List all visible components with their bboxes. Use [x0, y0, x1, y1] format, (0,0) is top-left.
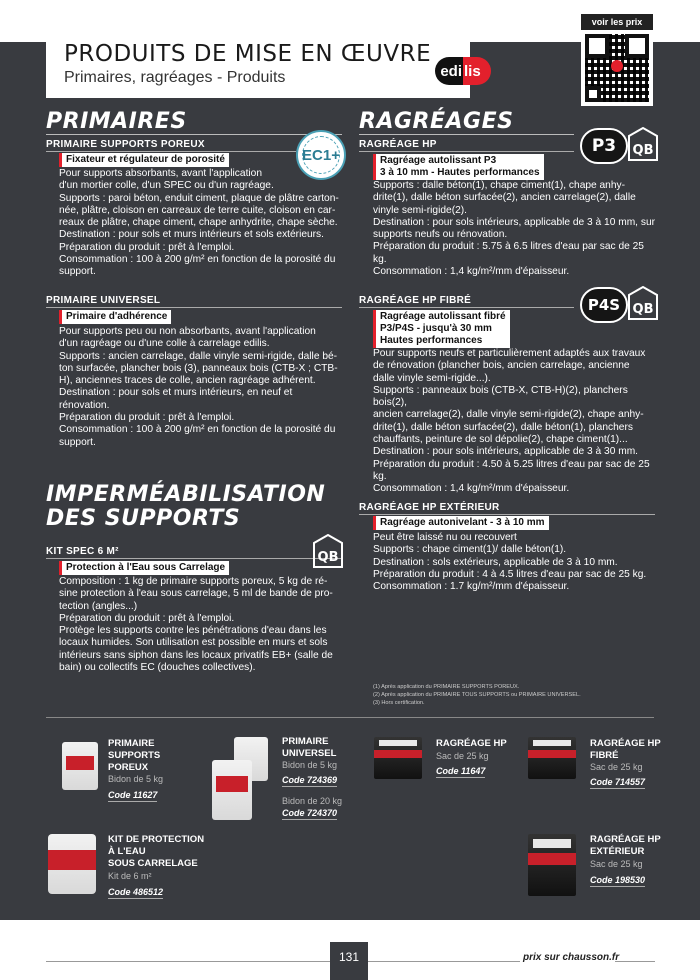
section-divider: [359, 134, 574, 135]
footnote: (1) Après application du PRIMAIRE SUPPORTS POREUX.: [373, 684, 520, 690]
description-line: Supports : ancien carrelage, dalle vinyle semi-rigide, dalle bé-: [59, 350, 338, 362]
description-line: Supports : panneaux bois (CTB-X, CTB-H)(2), planchers bois(2),: [373, 384, 628, 409]
section-title-ragreages: RAGRÉAGES: [359, 109, 514, 134]
name-line: PRIMAIRE: [282, 736, 329, 747]
description-line: ton surfacée, plancher bois (3), panneaux bois (CTB-X ; CTB-: [59, 362, 338, 374]
description-line: tection (angles...): [59, 600, 138, 612]
description-line: locaux humides. Son utilisation est possible en murs et sols: [59, 637, 328, 649]
product-name: [108, 834, 204, 870]
title-underline: [46, 151, 296, 152]
product-name: [108, 738, 160, 774]
description-line: Consommation : 1.7 kg/m²/mm d'épaisseur.: [373, 581, 570, 593]
edilis-logo: [435, 57, 491, 85]
description-line: d'un ragréage ou d'une colle à carrelage edilis.: [59, 338, 270, 350]
product-code[interactable]: Code 11627: [108, 790, 158, 800]
name-line: RAGRÉAGE HP: [436, 738, 507, 749]
product-tag: Ragréage autonivelant - 3 à 10 mm: [373, 516, 549, 530]
section-divider: [46, 134, 342, 135]
qb-certification-icon: [628, 286, 658, 320]
ec1-label: EC1+: [302, 146, 340, 164]
product-title: RAGRÉAGE HP EXTÉRIEUR: [359, 502, 500, 513]
qr-label: voir les prix: [581, 14, 653, 30]
description-line: Supports : dalle béton(1), chape ciment(1), chape anhy-: [373, 180, 626, 191]
product-image-sac: [528, 834, 576, 896]
p4s-badge: P4S: [580, 287, 628, 323]
description-line: Destination : pour sols intérieurs, applicable de 3 à 10 mm, sur: [373, 216, 655, 228]
product-title: KIT SPEC 6 M²: [46, 546, 119, 557]
product-image-sac: [374, 737, 422, 779]
product-description: [59, 168, 344, 279]
description-line: Consommation : 1,4 kg/m²/mm d'épaisseur.: [373, 266, 570, 278]
title-underline: [359, 151, 574, 152]
name-line: RAGRÉAGE HP: [590, 834, 661, 845]
section-title-impermeabilisation: IMPERMÉABILISATION: [46, 482, 326, 507]
description-line: Préparation du produit : prêt à l'emploi.: [59, 241, 235, 253]
name-line: KIT DE PROTECTION: [108, 834, 205, 845]
tag-line: Ragréage autolissant P3: [380, 155, 497, 166]
product-pack: Bidon de 5 kg: [108, 774, 164, 784]
product-label-stripe: [66, 756, 94, 770]
svg-text:QB: QB: [632, 302, 654, 317]
product-name: [590, 738, 661, 762]
title-underline: [46, 307, 342, 308]
description-line: Pour supports peu ou non absorbants, avant l'application: [59, 326, 316, 337]
description-line: drite(1), dalle béton surfacée(2), ancien carrelage(2), dalle: [373, 192, 636, 204]
product-code[interactable]: Code 714557: [590, 777, 646, 787]
name-line: UNIVERSEL: [282, 748, 337, 759]
tag-line: Hautes performances: [380, 335, 483, 346]
name-line: À L'EAU: [108, 846, 146, 857]
product-tag: Primaire d'adhérence: [59, 310, 171, 324]
footer-line: [46, 961, 520, 962]
description-line: Protège les supports contre les pénétrations d'eau dans les: [59, 625, 327, 637]
description-line: Destination : pour sols et murs intérieurs, en neuf et rénovation.: [59, 387, 293, 411]
description-line: bain) ou collectifs EC (douches collectives).: [59, 662, 256, 674]
product-name: [436, 738, 507, 750]
description-line: d'un mortier colle, d'un SPEC ou d'un ragréage.: [59, 180, 274, 192]
product-pack: Sac de 25 kg: [590, 859, 643, 869]
footer-line: [615, 961, 655, 962]
tag-line: Ragréage autolissant fibré: [380, 311, 506, 322]
description-line: dalle vinyle semi-rigide...).: [373, 372, 491, 384]
description-line: intérieurs sans siphon dans les locaux privatifs EB+ (salle de: [59, 649, 333, 661]
qr-code-icon[interactable]: [585, 34, 649, 102]
description-line: sine protection à l'eau sous carrelage, 5 ml de bande de pro-: [59, 588, 333, 600]
product-code[interactable]: Code 486512: [108, 887, 164, 897]
description-line: Consommation : 1,4 kg/m²/mm d'épaisseur.: [373, 483, 570, 495]
tag-line: P3/P4S - jusqu'à 30 mm: [380, 323, 492, 334]
section-title-primaires: PRIMAIRES: [46, 109, 187, 134]
product-label-stripe: [216, 776, 248, 792]
description-line: Préparation du produit : 4 à 4.5 litres d'eau par sac de 25 kg.: [373, 568, 647, 580]
description-line: Préparation du produit : 4.50 à 5.25 litres d'eau par sac de 25 kg.: [373, 458, 650, 482]
description-line: support.: [59, 436, 96, 448]
footnote: (2) Après application du PRIMAIRE TOUS SUPPORTS ou PRIMAIRE UNIVERSEL.: [373, 692, 581, 698]
product-pack: Sac de 25 kg: [590, 762, 643, 772]
description-line: Préparation du produit : 5.75 à 6.5 litres d'eau par sac de 25 kg.: [373, 241, 644, 265]
qb-certification-icon: [628, 127, 658, 161]
title-underline: [359, 307, 574, 308]
description-line: Destination : pour sols et murs intérieurs et sols extérieurs.: [59, 229, 324, 241]
description-line: de rénovation (plancher bois, ancien carrelage, ancienne: [373, 360, 630, 372]
description-line: Préparation du produit : prêt à l'emploi.: [59, 412, 235, 424]
title-underline: [359, 514, 655, 515]
product-title: RAGRÉAGE HP: [359, 139, 437, 150]
product-code[interactable]: Code 724369: [282, 775, 338, 785]
description-line: vinyle semi-rigide(2).: [373, 204, 467, 216]
title-underline: [46, 558, 342, 559]
name-line: SUPPORTS: [108, 750, 161, 761]
description-line: drite(1), dalle béton surfacée(2), dalle béton(1), planchers: [373, 421, 633, 433]
description-line: supports neufs ou rénovation.: [373, 229, 508, 241]
brand-right: lis: [463, 57, 491, 85]
name-line: PRIMAIRE: [108, 738, 155, 749]
description-line: support.: [59, 266, 96, 278]
footnote: (3) Hors certification.: [373, 700, 425, 706]
prix-link[interactable]: prix sur chausson.fr: [523, 952, 620, 963]
svg-text:QB: QB: [317, 550, 339, 565]
description-line: Composition : 1 kg de primaire supports poreux, 5 kg de ré-: [59, 576, 328, 587]
description-line: reaux de plâtre, chape ciment, chape anhydrite, chape sèche.: [59, 217, 338, 229]
product-tag: Fixateur et régulateur de porosité: [59, 153, 229, 167]
product-pack: Sac de 25 kg: [436, 751, 489, 761]
description-line: Consommation : 100 à 200 g/m² en fonction de la porosité du: [59, 254, 336, 266]
product-description: [373, 348, 657, 496]
product-tag: [373, 154, 544, 180]
product-tag: Protection à l'Eau sous Carrelage: [59, 561, 229, 575]
description-line: H), anciennes traces de colle, ancien ragréage adhérent.: [59, 375, 316, 387]
name-line: RAGRÉAGE HP: [590, 738, 661, 749]
qb-certification-icon: [313, 534, 343, 568]
footnotes: [373, 683, 581, 707]
page-subtitle: Primaires, ragréages - Produits: [64, 69, 286, 86]
description-line: Peut être laissé nu ou recouvert: [373, 532, 517, 543]
description-line: Préparation du produit : prêt à l'emploi.: [59, 612, 235, 624]
name-line: POREUX: [108, 762, 149, 773]
description-line: Supports : paroi béton, enduit ciment, plaque de plâtre carton-: [59, 192, 339, 204]
description-line: née, plâtre, cloison en carreaux de terre cuite, cloison en car-: [59, 204, 336, 216]
name-line: EXTÉRIEUR: [590, 846, 645, 857]
description-line: Supports : chape ciment(1)/ dalle béton(1).: [373, 544, 567, 556]
name-line: SOUS CARRELAGE: [108, 858, 198, 869]
description-line: Destination : pour sols intérieurs, applicable de 3 à 30 mm.: [373, 446, 639, 458]
description-line: chauffants, peinture de sol dépolie(2), chape ciment(1)...: [373, 434, 628, 446]
description-line: Pour supports neufs et particulièrement adaptés aux travaux: [373, 348, 646, 359]
product-description: [59, 326, 344, 449]
name-line: FIBRÉ: [590, 750, 619, 761]
p3-badge: P3: [580, 128, 628, 164]
description-line: ancien carrelage(2), dalle vinyle semi-rigide(2), chape anhy-: [373, 409, 644, 421]
product-title: PRIMAIRE UNIVERSEL: [46, 295, 161, 306]
product-title: PRIMAIRE SUPPORTS POREUX: [46, 139, 205, 150]
brand-left: edi: [435, 57, 463, 85]
qr-block[interactable]: [581, 14, 653, 106]
product-description: [59, 576, 344, 674]
tag-line: 3 à 10 mm - Hautes performances: [380, 167, 540, 178]
product-tag: [373, 310, 510, 348]
product-name: [282, 736, 336, 760]
description-line: Pour supports absorbants, avant l'application: [59, 168, 262, 179]
product-pack: Kit de 6 m²: [108, 871, 152, 881]
product-name: [590, 834, 661, 858]
header-title-box: [46, 36, 470, 98]
product-description: [373, 532, 657, 593]
svg-text:QB: QB: [632, 143, 654, 158]
product-description: [373, 180, 657, 278]
products-divider: [46, 717, 654, 718]
product-code[interactable]: Code 724370: [282, 808, 338, 818]
description-line: Consommation : 100 à 200 g/m² en fonction de la porosité du: [59, 424, 336, 436]
product-code[interactable]: Code 198530: [590, 875, 646, 885]
page-number: 131: [330, 942, 368, 980]
product-pack: Bidon de 20 kg: [282, 796, 343, 806]
product-code[interactable]: Code 11647: [436, 766, 486, 776]
page-title: PRODUITS DE MISE EN ŒUVRE: [64, 41, 432, 67]
section-title-supports: DES SUPPORTS: [46, 506, 241, 531]
product-image-sac: [528, 737, 576, 779]
product-label-stripe: [48, 850, 96, 870]
description-line: Destination : sols extérieurs, applicable de 3 à 10 mm.: [373, 556, 618, 568]
product-title: RAGRÉAGE HP FIBRÉ: [359, 295, 472, 306]
product-pack: Bidon de 5 kg: [282, 760, 338, 770]
